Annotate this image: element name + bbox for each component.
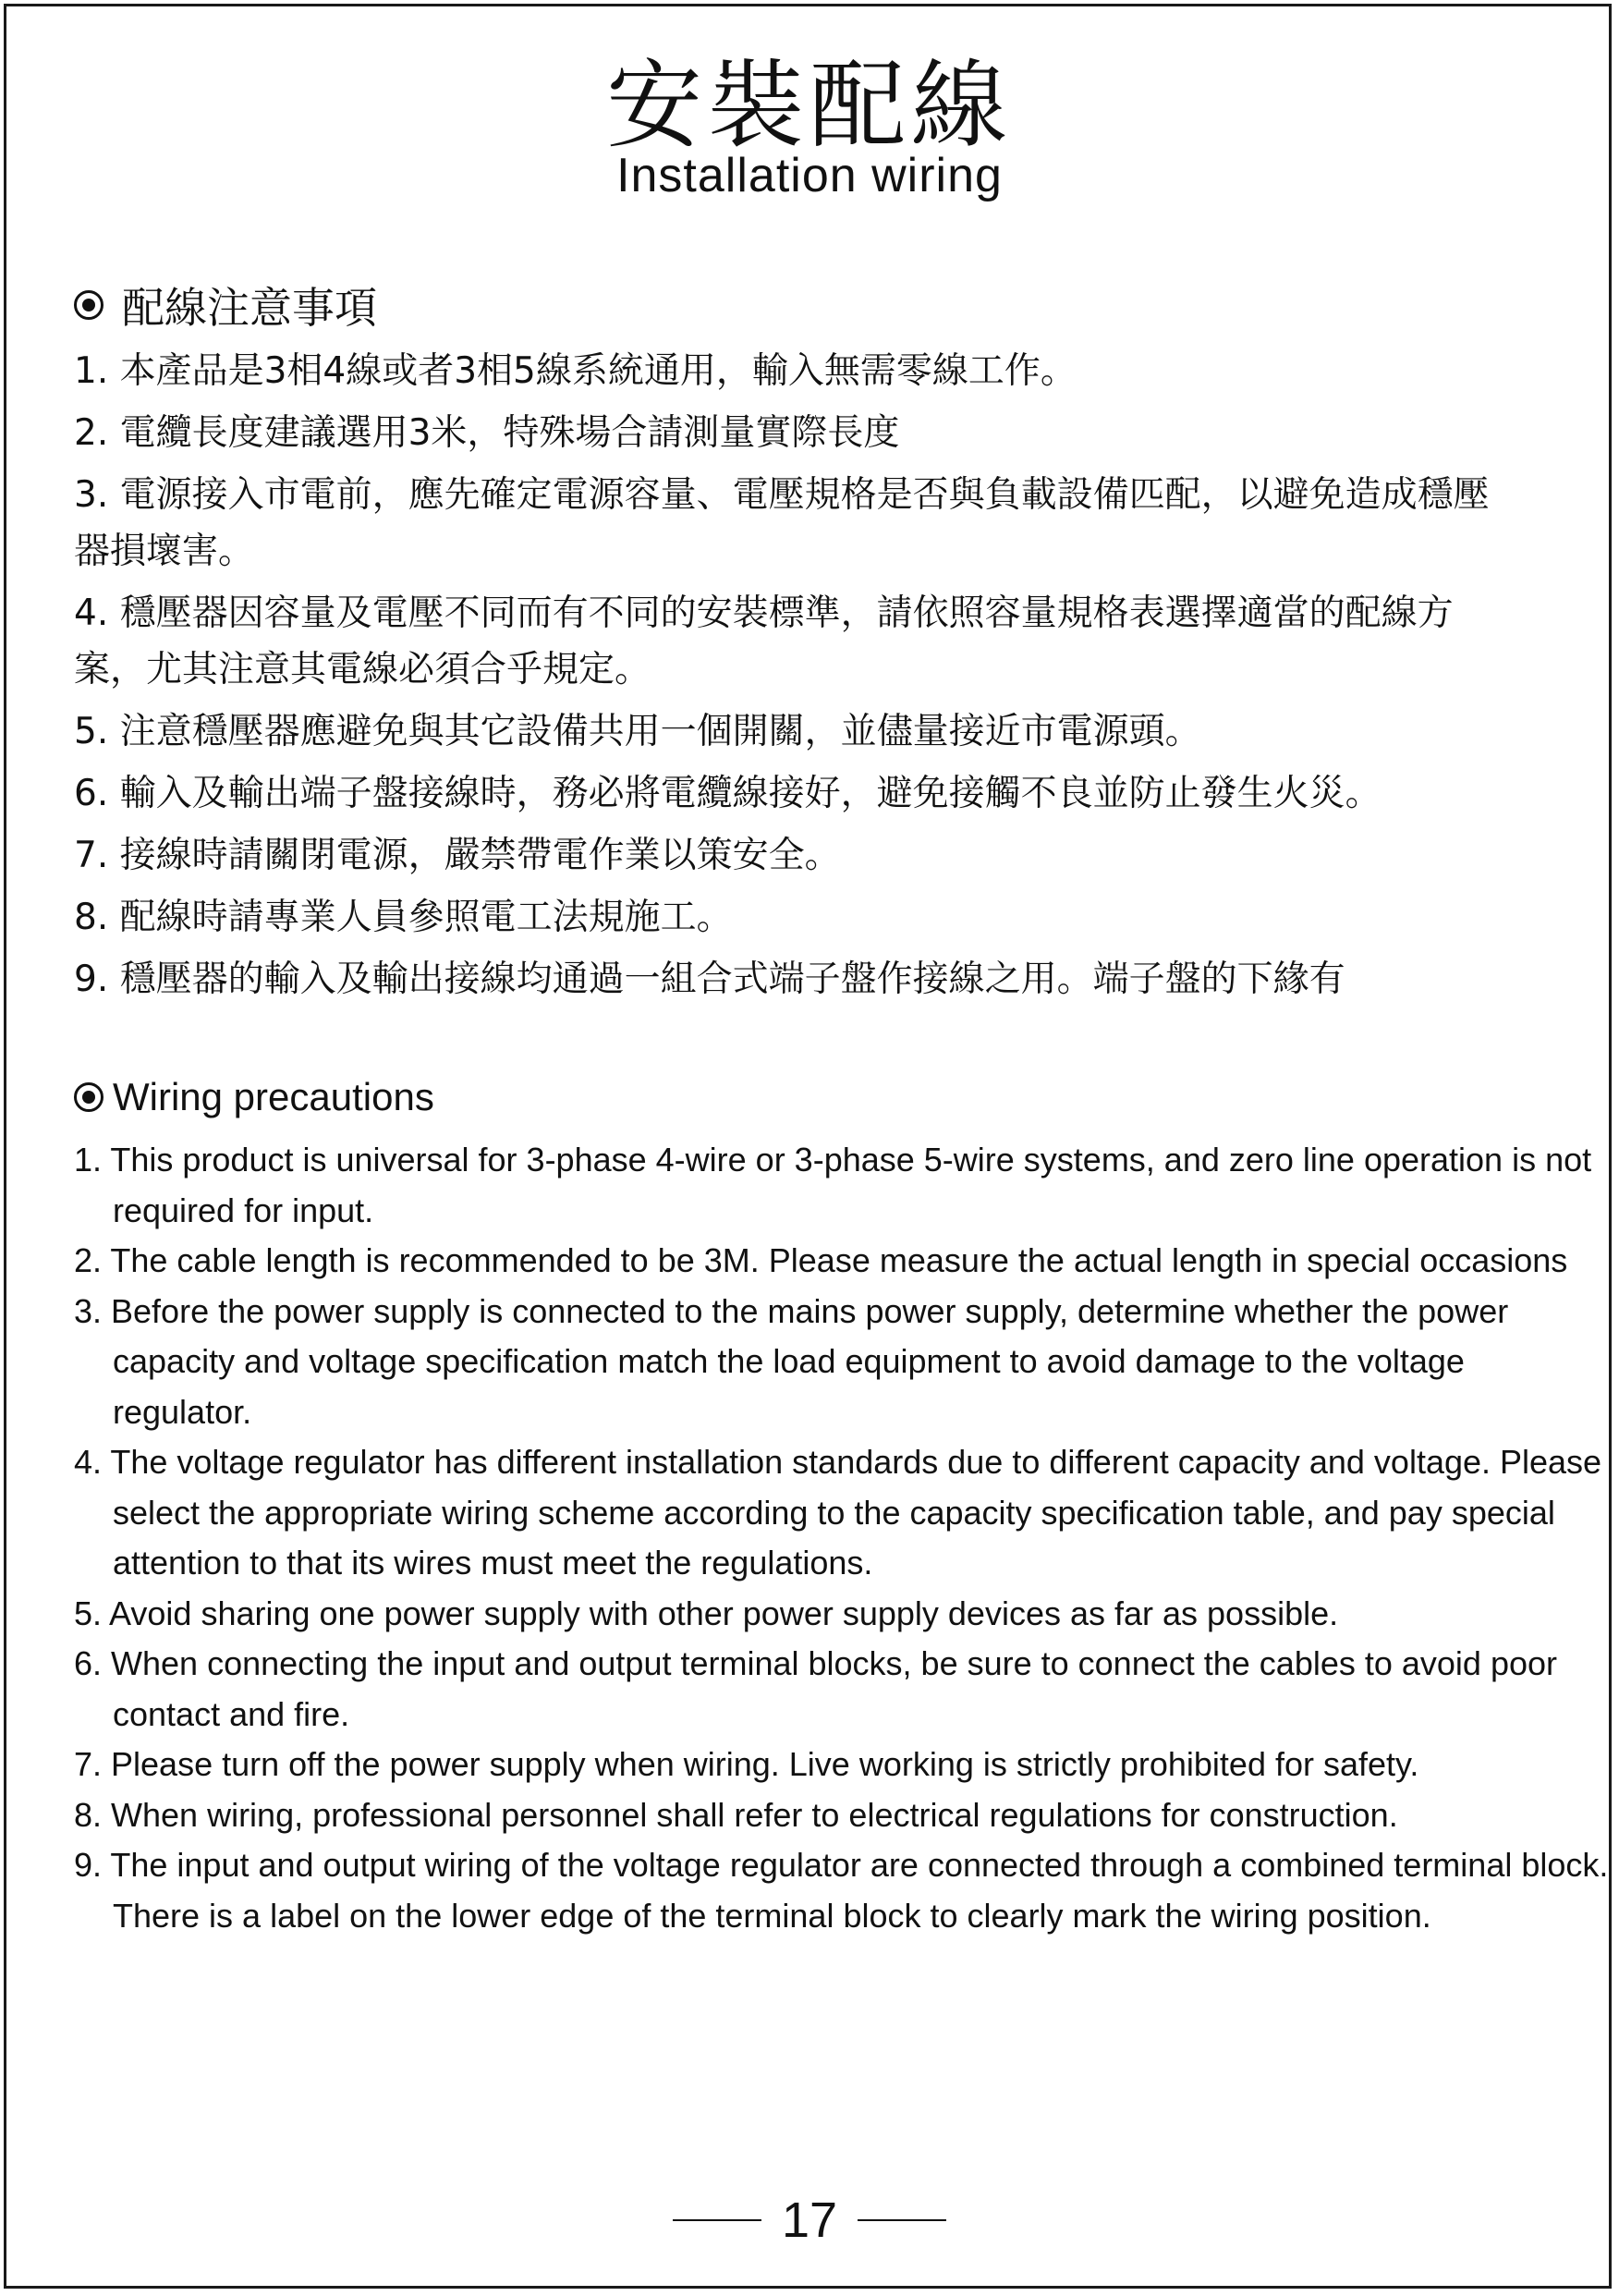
list-item: 4. 穩壓器因容量及電壓不同而有不同的安裝標準，請依照容量規格表選擇適當的配線方案，尤其注意其電線必須合乎規定。 <box>74 592 1454 690</box>
list-item: 7. Please turn off the power supply when wiring. Live working is strictly prohibited for safety. <box>74 1745 1419 1783</box>
list-item: 1. This product is universal for 3-phase 4-wire or 3-phase 5-wire systems, and zero line operation is not required for input. <box>74 1141 1592 1229</box>
list-item: 5. Avoid sharing one power supply with other power supply devices as far as possible. <box>74 1594 1339 1632</box>
zh-precautions-list <box>74 343 1564 1008</box>
page-title: 安裝配線 <box>605 49 1013 162</box>
zh-section-heading <box>74 273 1564 337</box>
page-number: 17 <box>781 2192 838 2248</box>
list-item: 8. 配線時請專業人員參照電工法規施工。 <box>74 897 733 938</box>
list-item: 8. When wiring, professional personnel shall refer to electrical regulations for construction. <box>74 1795 1398 1834</box>
en-precautions-list <box>74 1135 1609 1941</box>
list-item: 1. 本產品是3相4線或者3相5線系統通用，輸入無需零線工作。 <box>74 350 1077 392</box>
en-precautions-section <box>74 1070 1609 1941</box>
list-item: 3. 電源接入市電前，應先確定電源容量、電壓規格是否與負載設備匹配，以避免造成穩壓器損壞害。 <box>74 474 1490 572</box>
zh-precautions-section <box>74 273 1564 1008</box>
page-subtitle: Installation wiring <box>616 149 1003 202</box>
list-item: 6. When connecting the input and output terminal blocks, be sure to connect the cables to avoid poor contact and fire. <box>74 1644 1558 1733</box>
list-item: 5. 注意穩壓器應避免與其它設備共用一個開關，並儘量接近市電源頭。 <box>74 711 1201 752</box>
list-item: 2. The cable length is recommended to be 3M. Please measure the actual length in special occasions <box>74 1241 1568 1279</box>
list-item: 9. 穩壓器的輸入及輸出接線均通過一組合式端子盤作接線之用。端子盤的下緣有 <box>74 959 1345 1000</box>
bullseye-icon <box>74 1082 103 1112</box>
list-item: 9. The input and output wiring of the voltage regulator are connected through a combined terminal block. There is a label on the lower edge of the terminal block to clearly mark the wiring position. <box>74 1846 1609 1935</box>
footer-rule-right <box>858 2219 946 2221</box>
list-item: 3. Before the power supply is connected to the mains power supply, determine whether the power capacity and voltage specification match the load equipment to avoid damage to the voltage regulator. <box>74 1291 1509 1431</box>
list-item: 4. The voltage regulator has different installation standards due to different capacity and voltage. Please select the appropriate wiring scheme according to the capacity specification table, and pay special attention to that its wires must meet the regulations. <box>74 1443 1602 1582</box>
footer-rule-left <box>673 2219 761 2221</box>
en-section-heading <box>74 1070 1564 1124</box>
en-heading-text: Wiring precautions <box>113 1075 434 1118</box>
list-item: 6. 輸入及輸出端子盤接線時，務必將電纜線接好，避免接觸不良並防止發生火災。 <box>74 773 1382 814</box>
page-footer <box>0 2192 1619 2248</box>
zh-heading-text: 配線注意事項 <box>122 283 377 333</box>
list-item: 2. 電纜長度建議選用3米，特殊場合請測量實際長度 <box>74 412 900 454</box>
list-item: 7. 接線時請關閉電源，嚴禁帶電作業以策安全。 <box>74 835 841 876</box>
bullseye-icon <box>74 290 103 320</box>
